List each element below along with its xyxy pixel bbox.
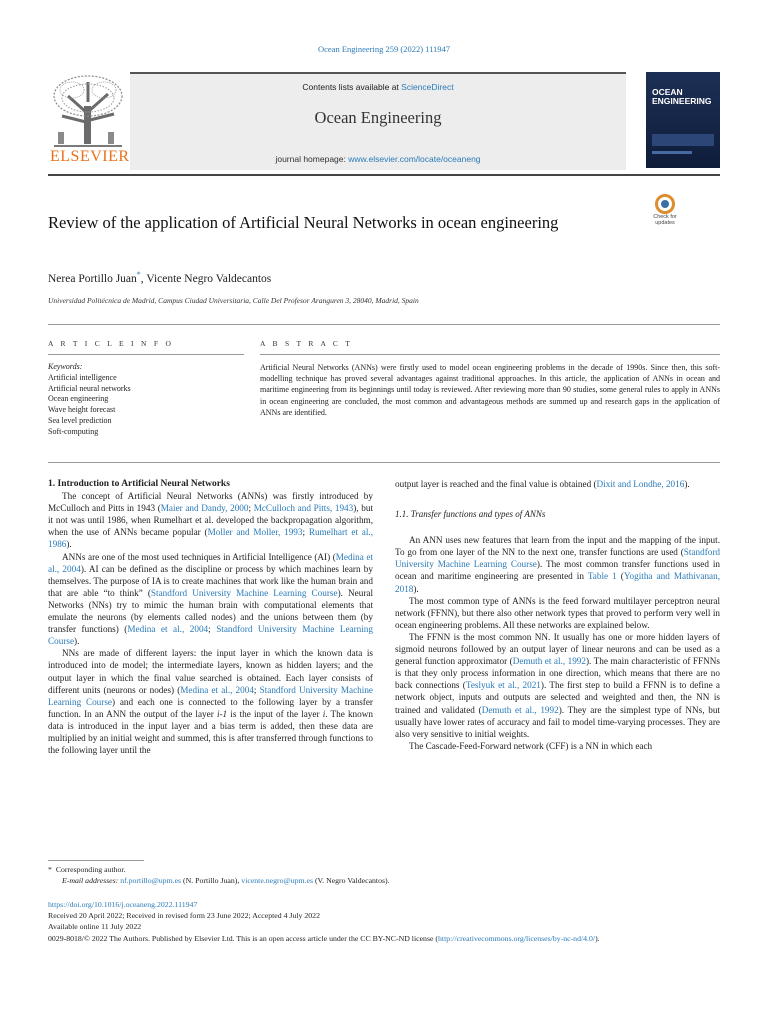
citation-link[interactable]: Teslyuk et al., 2021 bbox=[465, 680, 541, 691]
email-owner-1: (N. Portillo Juan), bbox=[181, 876, 242, 886]
citation-link[interactable]: Maier and Dandy, 2000 bbox=[160, 503, 249, 514]
citation-link[interactable]: McCulloch and Pitts, 1943 bbox=[253, 503, 354, 514]
citation-link[interactable]: Demuth et al., 1992 bbox=[481, 704, 559, 715]
elsevier-wordmark: ELSEVIER bbox=[50, 148, 130, 165]
corresponding-author-mark[interactable]: * bbox=[136, 270, 141, 279]
keyword-item: Sea level prediction bbox=[48, 415, 112, 425]
journal-cover[interactable] bbox=[646, 72, 720, 168]
journal-homepage-link[interactable]: www.elsevier.com/locate/oceaneng bbox=[348, 154, 481, 164]
journal-reference[interactable]: Ocean Engineering 259 (2022) 111947 bbox=[317, 44, 451, 54]
article-info-heading: A R T I C L E I N F O bbox=[48, 339, 174, 348]
citation-link[interactable]: Standford University Machine Learning Course bbox=[150, 587, 338, 598]
journal-title: Ocean Engineering bbox=[314, 108, 442, 127]
cover-title-line2: ENGINEERING bbox=[652, 95, 712, 106]
citation-link[interactable]: Demuth et al., 1992 bbox=[512, 656, 586, 667]
keywords-block bbox=[48, 362, 244, 438]
abstract-rule bbox=[260, 354, 720, 355]
sciencedirect-link[interactable]: ScienceDirect bbox=[401, 82, 454, 92]
author-1: Nerea Portillo Juan bbox=[48, 272, 137, 285]
available-online: Available online 11 July 2022 bbox=[48, 922, 142, 932]
paragraph-7: The Cascade-Feed-Forward network (CFF) is a NN in which each bbox=[409, 740, 653, 751]
keyword-item: Ocean engineering bbox=[48, 394, 109, 404]
badge-line2: updates bbox=[655, 220, 675, 226]
author-2: Vicente Negro Valdecantos bbox=[146, 272, 272, 285]
keyword-item: Artificial intelligence bbox=[48, 372, 117, 382]
cover-lines bbox=[652, 151, 692, 154]
keyword-item: Wave height forecast bbox=[48, 405, 116, 415]
article-info-rule bbox=[48, 354, 244, 355]
license-statement: 0029-8018/© 2022 The Authors. Published by Elsevier Ltd. This is an open access article under the CC BY-NC-ND license (http://creativecommons.org/licenses/by-nc-nd/4.0/). bbox=[48, 933, 600, 943]
citation-link[interactable]: Medina et al., 2004 bbox=[180, 684, 254, 695]
citation-link[interactable]: Dixit and Londhe, 2016 bbox=[596, 479, 685, 489]
badge-line1: Check for bbox=[653, 214, 677, 220]
cover-title-line1: OCEAN bbox=[652, 87, 683, 97]
paragraph-2: ANNs are one of the most used techniques in Artificial Intelligence (AI) (Medina et al., 2004). AI can be defined as the discipline or process by which machines learn by themselves. The purpose of IA is to create machines that work like the human brain and that are able “to think” (Standford University Machine Learning Course). Neural Networks (NNs) try to mimic the human brain with computational elements that emulate the neurons (by elements called nodes) and the unions between them (by transfer functions) (Medina et al., 2004; Standford University Machine Learning Course). bbox=[48, 551, 374, 647]
abstract-heading: A B S T R A C T bbox=[260, 339, 353, 348]
paper-title: Review of the application of Artificial Neural Networks in ocean engineering bbox=[48, 213, 559, 232]
affiliation: Universidad Politécnica de Madrid, Campus Ciudad Universitaria, Calle Del Profesor Aranguren 3, 28040, Madrid, Spain bbox=[48, 296, 419, 305]
paragraph-5: The most common type of ANNs is the feed forward multilayer perceptron neural network (FFNN), but there also other network types that proved to perform very well in ocean engineering problems. All these networks are explained below. bbox=[395, 595, 720, 630]
corresponding-footnote bbox=[48, 864, 720, 875]
publication-info bbox=[48, 899, 720, 944]
paragraph-continued: output layer is reached and the final value is obtained (Dixit and Londhe, 2016). bbox=[395, 479, 690, 489]
check-updates-icon bbox=[655, 194, 675, 214]
license-link[interactable]: http://creativecommons.org/licenses/by-nc-nd/4.0/ bbox=[438, 933, 596, 943]
citation-link[interactable]: Standford University Machine Learning Course bbox=[48, 624, 373, 647]
cover-band bbox=[652, 134, 714, 146]
footnote-mark: * bbox=[48, 865, 52, 874]
elsevier-logo[interactable] bbox=[48, 72, 128, 168]
header-rule bbox=[48, 174, 720, 176]
elsevier-tree-icon bbox=[48, 72, 128, 150]
citation-link[interactable]: Standford University Machine Learning Course bbox=[395, 547, 720, 570]
body-rule bbox=[48, 462, 720, 463]
paragraph-6: The FFNN is the most common NN. It usually has one or more hidden layers of sigmoid neurons followed by an output layer of linear neurons and can be used as a general function approximator (Demuth et al., 1992). The main characteristic of FFNNs is that they only process information in one direction, which means that there are no back connections (Teslyuk et al., 2021). The first step to build a FFNN is to define a network object, inputs and outputs are selected and weighted and then, the NN is trained and validated (Demuth et al., 1992). They are the simplest type of NNs, but usually have lower rates of accuracy and fail to model time-varying processes. They are also very sensitive to initial weights. bbox=[395, 631, 721, 739]
paragraph-4: An ANN uses new features that learn from the input and the mapping of the input. To go from one layer of the NN to the next one, transfer functions are used (Standford University Machine Learning Course). The most common transfer functions used in ocean and maritime engineering are presented in Table 1 (Yogitha and Mathivanan, 2018). bbox=[395, 535, 721, 594]
paragraph-1: The concept of Artificial Neural Networks (ANNs) was firstly introduced by McCulloch and Pitts in 1943 (Maier and Dandy, 2000; McCulloch and Pitts, 1943), but it not was until 1986, when Rumelhart et al. developed the backpropagation algorithm, when the use of ANNs became popular (Moller and Moller, 1993; Rumelhart et al., 1986). bbox=[48, 491, 373, 550]
citation-link[interactable]: Standford University Machine Learning Course bbox=[48, 684, 373, 707]
email-link-2[interactable]: vicente.negro@upm.es bbox=[241, 876, 313, 886]
email-footnote bbox=[48, 875, 720, 886]
author-separator: , bbox=[140, 272, 147, 285]
section-rule bbox=[48, 324, 720, 325]
corresponding-text: Corresponding author. bbox=[55, 865, 126, 874]
homepage-prefix: journal homepage: bbox=[275, 154, 349, 164]
keywords-label: Keywords: bbox=[48, 362, 83, 371]
author-list bbox=[48, 270, 271, 285]
received-dates: Received 20 April 2022; Received in revised form 23 June 2022; Accepted 4 July 2022 bbox=[48, 911, 320, 921]
table-1-link[interactable]: Table 1 bbox=[587, 571, 617, 582]
doi-link[interactable]: https://doi.org/10.1016/j.oceaneng.2022.111947 bbox=[48, 900, 198, 909]
citation-link[interactable]: Medina et al., 2004 bbox=[48, 551, 373, 574]
subsection-heading-1-1: 1.1. Transfer functions and types of ANNs bbox=[395, 509, 546, 520]
body-left-column bbox=[48, 478, 373, 756]
cover-title bbox=[652, 88, 714, 105]
keyword-item: Artificial neural networks bbox=[48, 383, 131, 393]
citation-link[interactable]: Medina et al., 2004 bbox=[127, 624, 209, 635]
abstract-text: Artificial Neural Networks (ANNs) were firstly used to model ocean engineering problems in the decade of 1990s. Since then, this soft-modelling technique has proved several advantages against traditional approaches. In this article, the application of ANNs in ocean and maritime engineering from its beginnings until today is reviewed. After reviewing more than 90 studies, some general rules to apply in ANNs in ocean engineering are concluded, the most common and advantageous methods are summed up and research gaps in the application of ANNs are identified. bbox=[260, 363, 720, 417]
check-for-updates-badge[interactable] bbox=[645, 194, 685, 236]
masthead-center bbox=[130, 72, 626, 170]
email-label: E-mail addresses: bbox=[62, 876, 119, 886]
homepage-line bbox=[130, 154, 626, 164]
footnote-rule bbox=[48, 860, 144, 861]
body-right-column bbox=[395, 478, 720, 752]
citation-link[interactable]: Yogitha and Mathivanan, 2018 bbox=[395, 571, 721, 594]
contents-prefix: Contents lists available at bbox=[302, 82, 402, 92]
paragraph-3: NNs are made of different layers: the input layer in which the known data is introduced into de model; the intermediate layers, known as hidden layers; and the output layer in which the final value searched is obtained. Each layer consists of different units (neurons or nodes) (Medina et al., 2004; Standford University Machine Learning Course) and each one is connected to the following layer by a transfer function. In an ANN the output of the layer i-1 is the input of the layer i. The known data is introduced in the input layer and a bias term is added, then these data are multiplied by an initial weight and summed, this is after transferred through functions to the following layer until the bbox=[48, 648, 373, 756]
section-heading-1: 1. Introduction to Artificial Neural Networks bbox=[48, 479, 230, 489]
keyword-item: Soft-computing bbox=[48, 426, 99, 436]
citation-link[interactable]: Moller and Moller, 1993 bbox=[207, 527, 303, 538]
contents-line bbox=[130, 82, 626, 92]
email-link-1[interactable]: nf.portillo@upm.es bbox=[120, 876, 182, 886]
citation-link[interactable]: Rumelhart et al., 1986 bbox=[48, 527, 373, 550]
journal-masthead bbox=[48, 72, 720, 168]
footnotes bbox=[48, 864, 720, 886]
email-owner-2: (V. Negro Valdecantos). bbox=[313, 876, 390, 886]
